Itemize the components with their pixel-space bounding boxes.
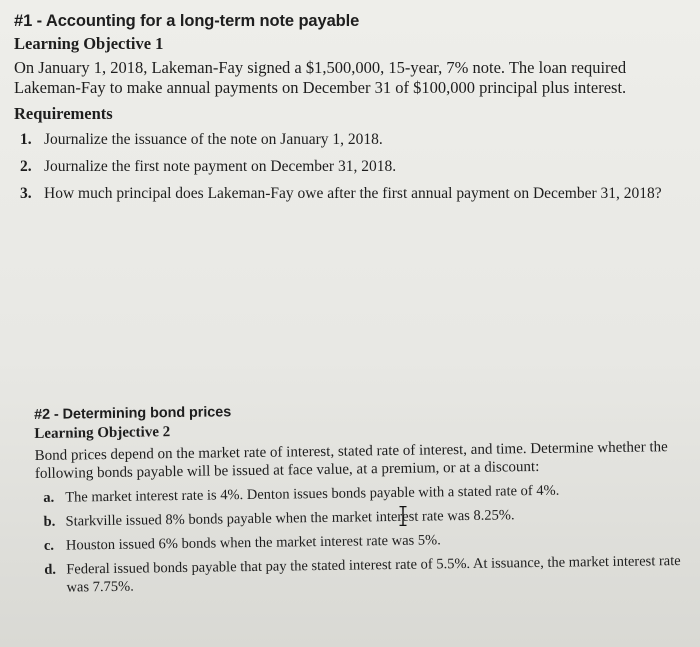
list-item (14, 184, 690, 203)
list-item (36, 528, 686, 555)
item-letter: d. (44, 561, 57, 578)
problem-2-title: #2 - Determining bond prices (34, 404, 232, 423)
item-text: Journalize the first note payment on December 31, 2018. (44, 158, 397, 175)
list-item (14, 157, 690, 176)
item-text: Journalize the issuance of the note on January 1, 2018. (44, 131, 383, 148)
problem-1-title: #1 - Accounting for a long-term note payable (14, 12, 360, 30)
item-letter: b. (43, 513, 56, 530)
item-text: How much principal does Lakeman-Fay owe after the first annual payment on December 31, 2018? (44, 185, 662, 202)
problem-1-description: On January 1, 2018, Lakeman-Fay signed a $1,500,000, 15-year, 7% note. The loan required Lakeman-Fay to make annual payments on December 31 of $100,000 principal plus interest. (14, 58, 627, 97)
problem-2-description: Bond prices depend on the market rate of interest, stated rate of interest, and time. Determine whether the following bonds payable will be issued at face value, at a premium, or at a discount: (34, 439, 668, 482)
list-item (35, 480, 685, 507)
text-cursor-icon (399, 506, 407, 526)
item-text: Federal issued bonds payable that pay the stated interest rate of 5.5%. At issuance, the market interest rate was 7.75%. (66, 552, 681, 596)
item-text: Houston issued 6% bonds when the market interest rate was 5%. (65, 532, 441, 554)
list-item (36, 552, 686, 597)
item-number: 1. (20, 131, 32, 148)
item-text: The market interest rate is 4%. Denton issues bonds payable with a stated rate of 4%. (65, 482, 560, 506)
list-item (35, 504, 685, 531)
problem-2 (34, 398, 687, 603)
bond-scenarios-list (35, 480, 686, 597)
problem-1 (14, 12, 690, 211)
item-letter: c. (43, 537, 55, 554)
list-item (14, 130, 690, 149)
problem-1-objective: Learning Objective 1 (14, 34, 164, 53)
problem-2-objective: Learning Objective 2 (34, 424, 171, 442)
item-letter: a. (43, 489, 55, 506)
item-text: Starkville issued 8% bonds payable when the market interest rate was 8.25%. (65, 507, 515, 530)
item-number: 3. (20, 185, 32, 202)
requirements-list (14, 130, 690, 203)
item-number: 2. (20, 158, 32, 175)
requirements-heading: Requirements (14, 104, 113, 123)
